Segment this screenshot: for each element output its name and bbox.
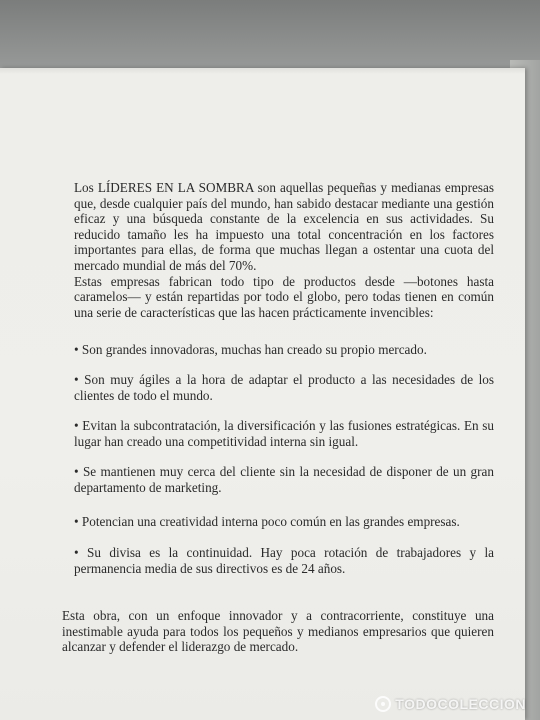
- bullet-2: • Son muy ágiles a la hora de adaptar el producto a las necesidades de los clientes de todo el mundo.: [74, 372, 494, 403]
- watermark-text: TODOCOLECCION: [395, 696, 526, 712]
- bullet-6: • Su divisa es la continuidad. Hay poca rotación de trabajadores y la permanencia media de sus directivos es de 24 años.: [74, 545, 494, 576]
- intro-paragraph: Los LÍDERES EN LA SOMBRA son aquellas pequeñas y medianas empresas que, desde cualquier país del mundo, han sabido destacar mediante una gestión eficaz y una búsqueda constante de la excelencia en sus actividades. Su reducido tamaño les ha impuesto una total concentración en los factores importantes para ellas, de forma que muchas llegan a ostentar una cuota del mercado mundial de más del 70%.: [74, 180, 494, 273]
- intro-paragraph-2: Estas empresas fabrican todo tipo de productos desde —botones hasta caramelos— y están repartidas por todo el globo, pero todas tienen en común una serie de características que las hacen prácticamente invencibles:: [74, 273, 494, 320]
- watermark: [375, 696, 526, 712]
- intro-block: [74, 180, 494, 320]
- closing-paragraph: Esta obra, con un enfoque innovador y a contracorriente, constituye una inestimable ayuda para todos los pequeños y medianos empresarios que quieren alcanzar y defender el liderazgo de mercado.: [62, 608, 494, 655]
- watermark-logo-icon: [375, 696, 391, 712]
- bullet-3: • Evitan la subcontratación, la diversificación y las fusiones estratégicas. En su lugar han creado una competitividad interna sin igual.: [74, 418, 494, 449]
- bullet-5: • Potencian una creatividad interna poco común en las grandes empresas.: [74, 514, 460, 529]
- bullet-1: • Son grandes innovadoras, muchas han creado su propio mercado.: [74, 342, 427, 357]
- bullet-4: • Se mantienen muy cerca del cliente sin la necesidad de disponer de un gran departamento de marketing.: [74, 464, 494, 495]
